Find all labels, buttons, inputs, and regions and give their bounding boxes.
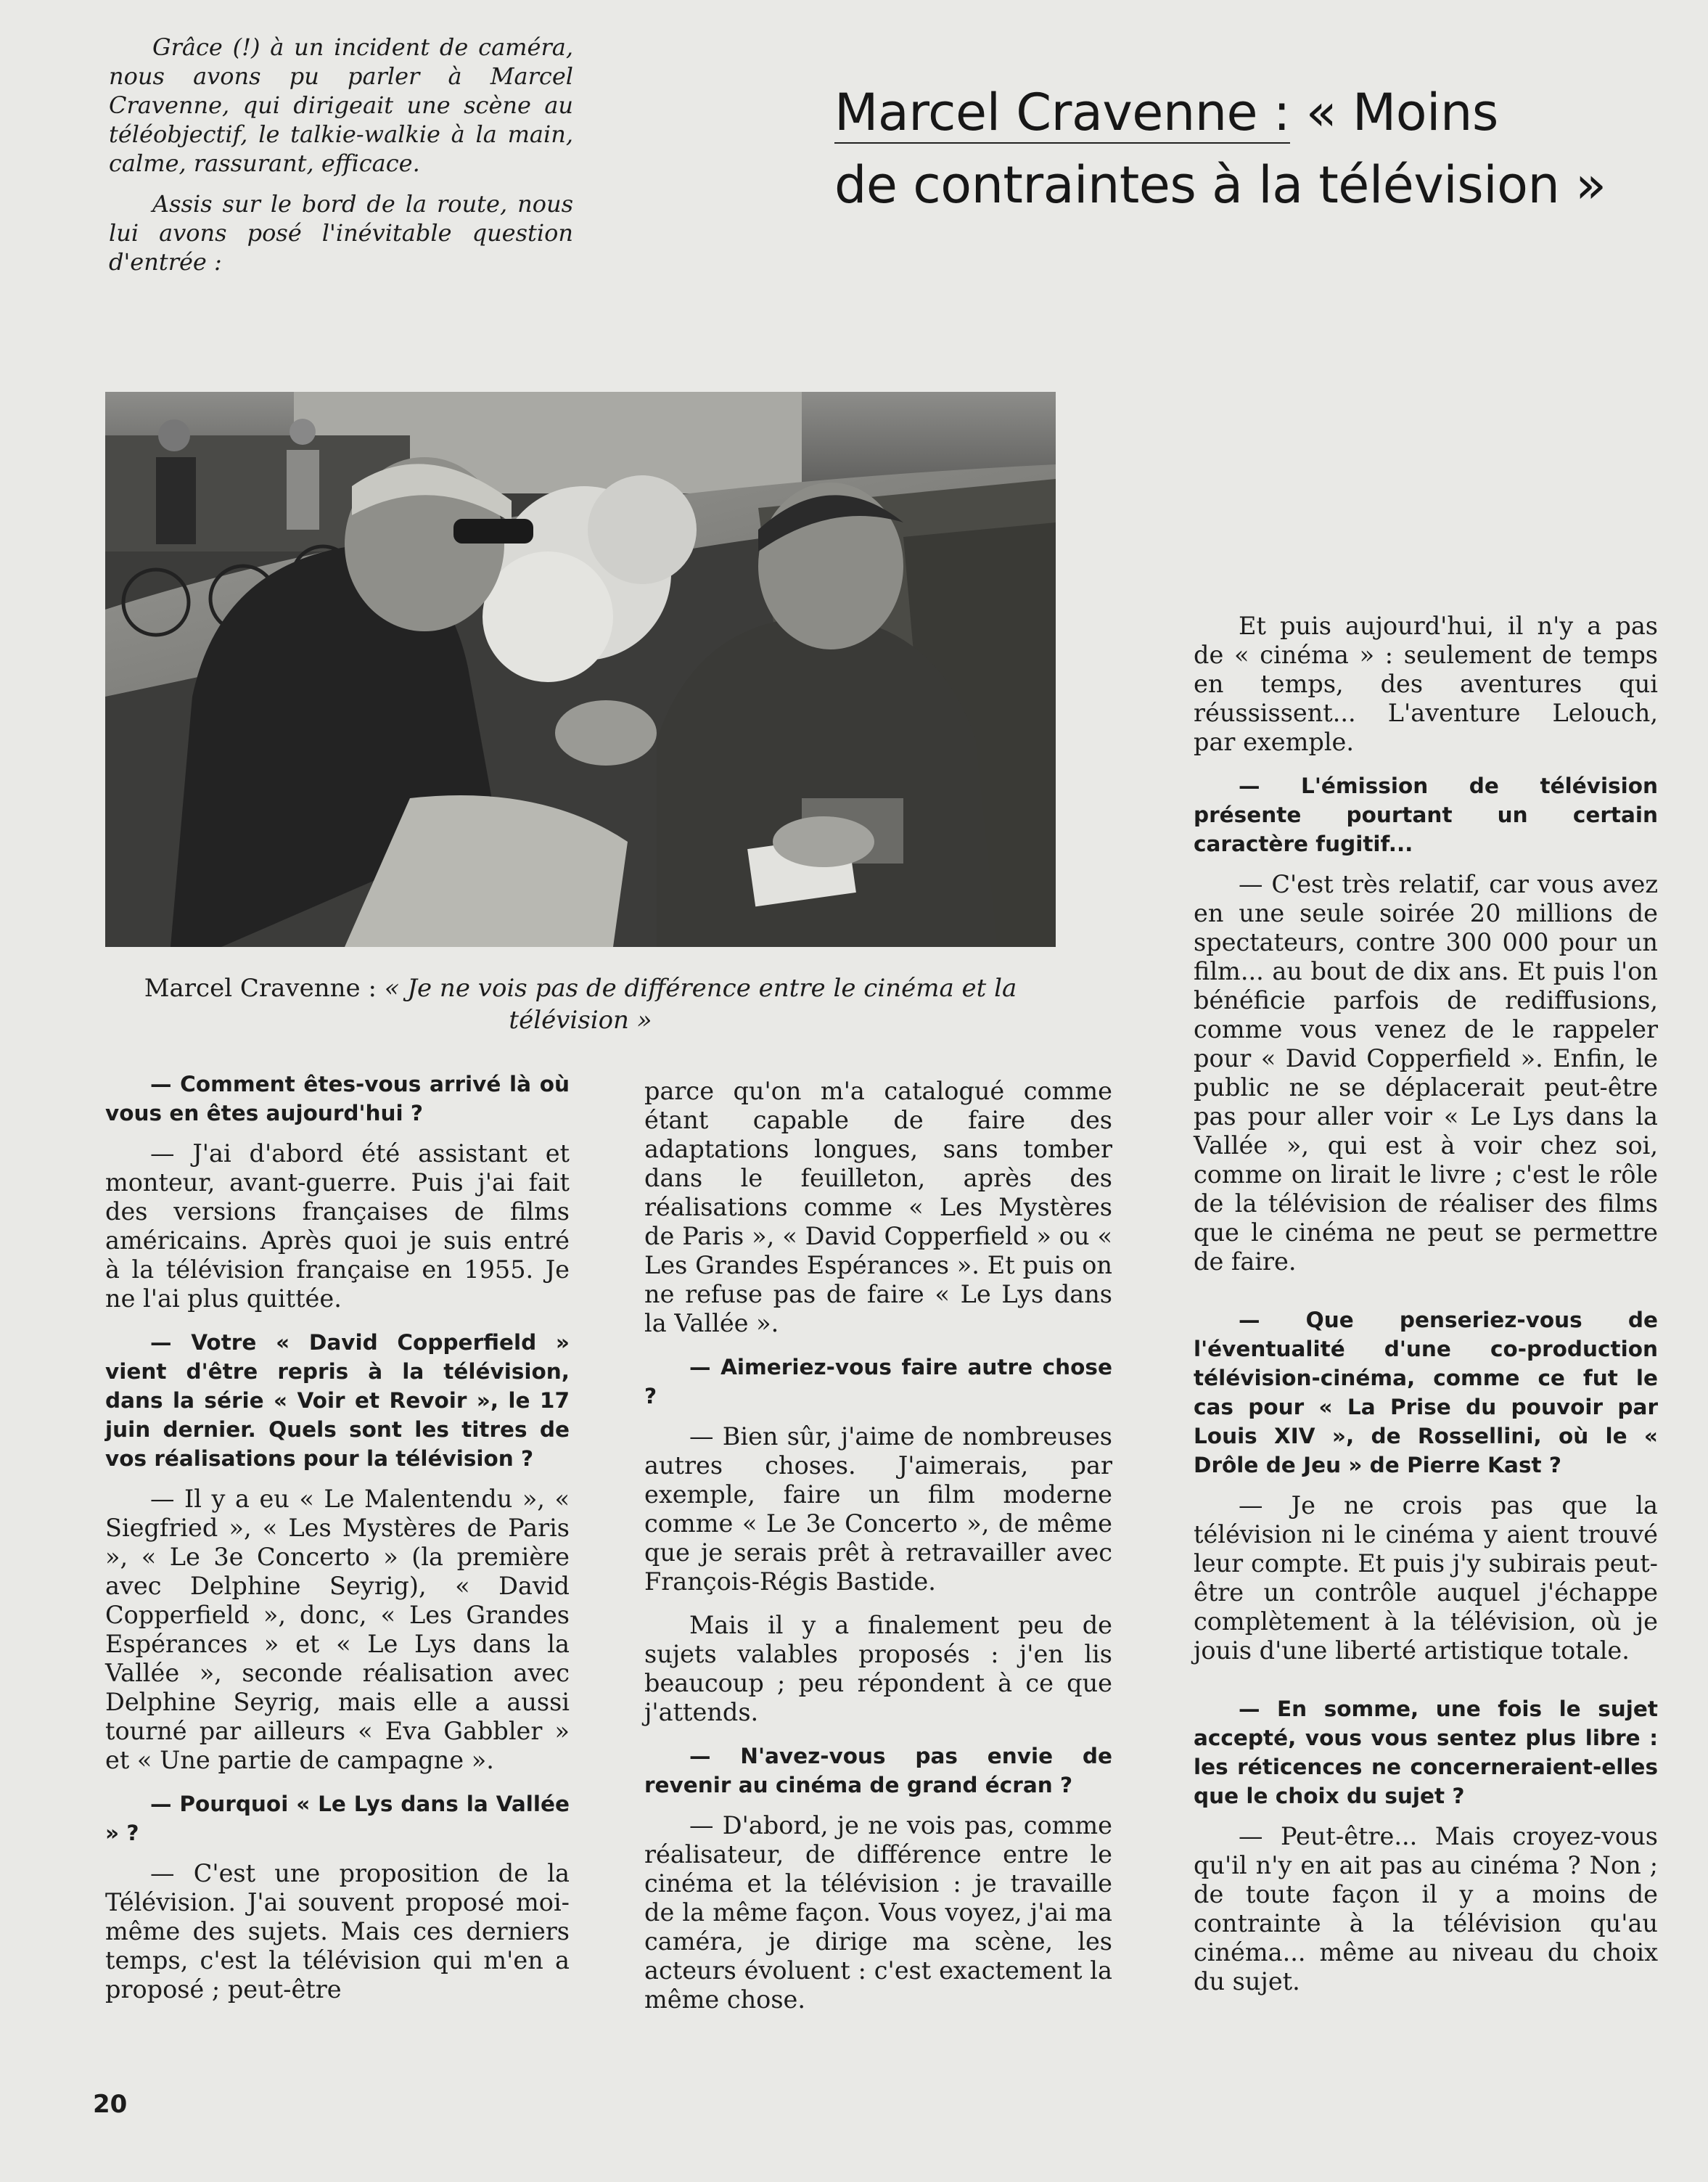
interview-question: — N'avez-vous pas envie de revenir au cinéma de grand écran ? [644,1744,1112,1797]
interview-question: — Comment êtes-vous arrivé là où vous en êtes aujourd'hui ? [105,1072,570,1125]
title-name: Marcel Cravenne : [834,83,1290,142]
interview-answer: — Je ne crois pas que la télévision ni le cinéma y aient trouvé leur compte. Et puis j'y subirais peut-être un contrôle auquel j'échappe complètement à la télévision, où je jouis d'une liberté artistique totale. [1194,1491,1658,1665]
article-title [834,76,1662,221]
interview-question: — Pourquoi « Le Lys dans la Vallée » ? [105,1792,570,1845]
interview-answer: — J'ai d'abord été assistant et monteur, avant-guerre. Puis j'ai fait des versions françaises de films américains. Après quoi je suis entré à la télévision française en 1955. Je ne l'ai plus quittée. [105,1139,570,1313]
article-column-1 [105,1070,570,2019]
article-photo [105,392,1056,947]
caption-quote: « Je ne vois pas de différence entre le cinéma et la télévision » [384,974,1017,1035]
interview-answer: — Il y a eu « Le Malentendu », « Siegfried », « Les Mystères de Paris », « Le 3e Concerto » (la première avec Delphine Seyrig), « David Copperfield », donc, « Les Grandes Espérances » et « Le Lys dans la Vallée », seconde réalisation avec Delphine Seyrig, mais elle a aussi tourné par ailleurs « Eva Gabbler » et « Une partie de campagne ». [105,1485,570,1774]
article-column-2 [644,1077,1112,2029]
interview-answer: — D'abord, je ne vois pas, comme réalisateur, de différence entre le cinéma et la télévision : je travaille de la même façon. Vous voyez, j'ai ma caméra, je dirige ma scène, les acteurs évoluent : c'est exactement la même chose. [644,1811,1112,2014]
page-number: 20 [93,2090,128,2119]
article-intro [109,33,573,288]
intro-paragraph: Assis sur le bord de la route, nous lui avons posé l'inévitable question d'entrée : [109,190,573,276]
interview-answer: — Peut-être... Mais croyez-vous qu'il n'y en ait pas au cinéma ? Non ; de toute façon il y a moins de contrainte à la télévision qu'au cinéma... même au niveau du choix du sujet. [1194,1822,1658,1996]
title-line-1 [834,76,1662,149]
interview-answer: — C'est une proposition de la Télévision. J'ai souvent proposé moi-même des sujets. Mais ces derniers temps, c'est la télévision qui m'en a proposé ; peut-être [105,1859,570,2003]
photo-caption [105,972,1056,1036]
intro-paragraph: Grâce (!) à un incident de caméra, nous avons pu parler à Marcel Cravenne, qui dirigeait une scène au téléobjectif, le talkie-walkie à la main, calme, rassurant, efficace. [109,33,573,177]
interview-question: — L'émission de télévision présente pourtant un certain caractère fugitif... [1194,774,1658,856]
interview-answer: — C'est très relatif, car vous avez en une seule soirée 20 millions de spectateurs, contre 300 000 pour un film... au bout de dix ans. Et puis l'on bénéficie parfois de rediffusions, comme vous venez de le rappeler pour « David Copperfield ». Enfin, le public ne se déplacerait peut-être pas pour aller voir « Le Lys dans la Vallée », qui est à voir chez soi, comme on lirait le livre ; c'est le rôle de la télévision de réaliser des films que le cinéma ne peut se permettre de faire. [1194,870,1658,1276]
interview-answer: — Bien sûr, j'aime de nombreuses autres choses. J'aimerais, par exemple, faire un film moderne comme « Le 3e Concerto », de même que je serais prêt à retravailler avec François-Régis Bastide. [644,1422,1112,1596]
interview-question: — En somme, une fois le sujet accepté, vous vous sentez plus libre : les réticences ne concerneraient-elles que le choix du sujet ? [1194,1697,1658,1808]
title-rest: « Moins [1305,83,1498,142]
article-column-3 [1194,612,1658,2011]
title-line-2: de contraintes à la télévision » [834,155,1606,215]
interview-question: — Que penseriez-vous de l'éventualité d'une co-production télévision-cinéma, comme ce fut le cas pour « La Prise du pouvoir par Louis XIV », de Rossellini, où le « Drôle de Jeu » de Pierre Kast ? [1194,1308,1658,1477]
photo-illustration [105,392,1056,947]
interview-answer-continued: parce qu'on m'a catalogué comme étant capable de faire des adaptations longues, sans tomber dans le feuilleton, après des réalisations comme « Les Mystères de Paris », « David Copperfield » ou « Les Grandes Espérances ». Et puis on ne refuse pas de faire « Le Lys dans la Vallée ». [644,1077,1112,1337]
interview-answer: Et puis aujourd'hui, il n'y a pas de « cinéma » : seulement de temps en temps, des aventures qui réussissent... L'aventure Lelouch, par exemple. [1194,612,1658,756]
interview-answer: Mais il y a finalement peu de sujets valables proposés : j'en lis beaucoup ; peu répondent à ce que j'attends. [644,1611,1112,1726]
interview-question: — Votre « David Copperfield » vient d'être repris à la télévision, dans la série « Voir et Revoir », le 17 juin dernier. Quels sont les titres de vos réalisations pour la télévision ? [105,1330,570,1471]
interview-question: — Aimeriez-vous faire autre chose ? [644,1355,1112,1408]
caption-credit: Marcel Cravenne : [144,974,385,1003]
